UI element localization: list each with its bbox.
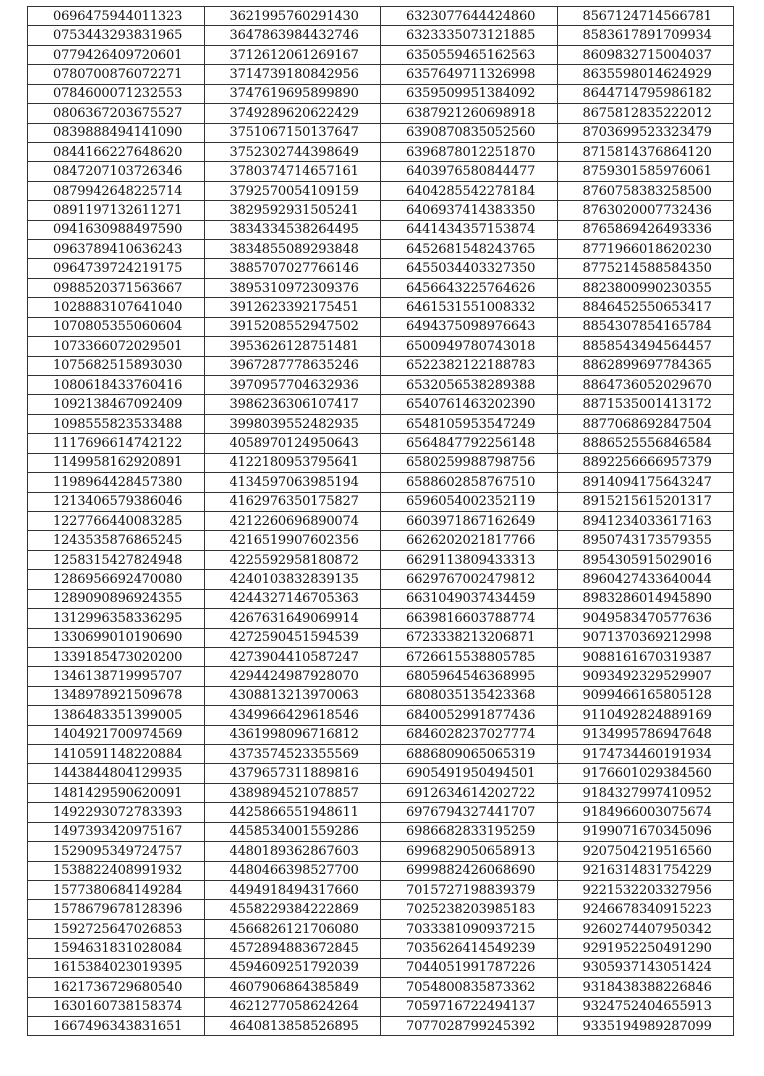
table-row	[28, 803, 734, 822]
table-cell: 0988520371563667	[28, 278, 205, 297]
table-cell: 8759301585976061	[557, 162, 734, 181]
table-cell: 7044051991787226	[381, 958, 558, 977]
table-cell: 9099466165805128	[557, 686, 734, 705]
table-cell: 9291952250491290	[557, 939, 734, 958]
table-row	[28, 7, 734, 26]
table-row	[28, 686, 734, 705]
table-cell: 1213406579386046	[28, 492, 205, 511]
table-row	[28, 647, 734, 666]
table-cell: 1028883107641040	[28, 298, 205, 317]
table-cell: 8765869426493336	[557, 220, 734, 239]
table-cell: 3751067150137647	[204, 123, 381, 142]
table-cell: 4373574523355569	[204, 745, 381, 764]
table-cell: 8567124714566781	[557, 7, 734, 26]
table-cell: 6403976580844477	[381, 162, 558, 181]
table-cell: 6805964546368995	[381, 667, 558, 686]
table-row	[28, 764, 734, 783]
table-cell: 1243535876865245	[28, 531, 205, 550]
table-cell: 1346138719995707	[28, 667, 205, 686]
table-cell: 1443844804129935	[28, 764, 205, 783]
table-row	[28, 900, 734, 919]
table-cell: 4494918494317660	[204, 880, 381, 899]
table-cell: 6323077644424860	[381, 7, 558, 26]
table-cell: 8954305915029016	[557, 550, 734, 569]
table-cell: 7077028799245392	[381, 1016, 558, 1035]
table-cell: 6588602858767510	[381, 473, 558, 492]
table-cell: 8877068692847504	[557, 414, 734, 433]
table-row	[28, 473, 734, 492]
table-cell: 4122180953795641	[204, 453, 381, 472]
table-cell: 1615384023019395	[28, 958, 205, 977]
table-cell: 0891197132611271	[28, 201, 205, 220]
number-table-body	[28, 7, 734, 1036]
table-cell: 8644714795986182	[557, 84, 734, 103]
table-cell: 4458534001559286	[204, 822, 381, 841]
table-cell: 6357649711326998	[381, 65, 558, 84]
table-cell: 9110492824889169	[557, 706, 734, 725]
table-cell: 6359509951384092	[381, 84, 558, 103]
table-cell: 4244327146705363	[204, 589, 381, 608]
table-row	[28, 123, 734, 142]
table-row	[28, 978, 734, 997]
table-cell: 4240103832839135	[204, 570, 381, 589]
table-cell: 9260274407950342	[557, 919, 734, 938]
table-cell: 9071370369212998	[557, 628, 734, 647]
table-cell: 6396878012251870	[381, 142, 558, 161]
table-row	[28, 511, 734, 530]
table-cell: 4607906864385849	[204, 978, 381, 997]
table-cell: 6976794327441707	[381, 803, 558, 822]
table-cell: 4594609251792039	[204, 958, 381, 977]
table-cell: 4308813213970063	[204, 686, 381, 705]
table-cell: 1312996358336295	[28, 609, 205, 628]
table-cell: 6580259988798756	[381, 453, 558, 472]
table-cell: 4294424987928070	[204, 667, 381, 686]
table-cell: 6840052991877436	[381, 706, 558, 725]
table-cell: 8609832715004037	[557, 45, 734, 64]
table-cell: 1481429590620091	[28, 783, 205, 802]
table-cell: 8703699523323479	[557, 123, 734, 142]
table-cell: 1577380684149284	[28, 880, 205, 899]
table-cell: 4566826121706080	[204, 919, 381, 938]
table-cell: 9174734460191934	[557, 745, 734, 764]
table-cell: 9176601029384560	[557, 764, 734, 783]
table-cell: 9093492329529907	[557, 667, 734, 686]
table-row	[28, 26, 734, 45]
table-cell: 6452681548243765	[381, 240, 558, 259]
table-cell: 6548105953547249	[381, 414, 558, 433]
table-cell: 0780700876072271	[28, 65, 205, 84]
table-row	[28, 531, 734, 550]
table-cell: 0806367203675527	[28, 104, 205, 123]
table-cell: 6726615538805785	[381, 647, 558, 666]
table-cell: 3621995760291430	[204, 7, 381, 26]
table-row	[28, 939, 734, 958]
table-cell: 3953626128751481	[204, 337, 381, 356]
table-cell: 1286956692470080	[28, 570, 205, 589]
table-cell: 3714739180842956	[204, 65, 381, 84]
table-row	[28, 667, 734, 686]
table-cell: 6912634614202722	[381, 783, 558, 802]
table-cell: 4058970124950643	[204, 434, 381, 453]
table-row	[28, 278, 734, 297]
table-cell: 6846028237027774	[381, 725, 558, 744]
table-row	[28, 822, 734, 841]
table-cell: 8915215615201317	[557, 492, 734, 511]
table-cell: 3986236306107417	[204, 395, 381, 414]
table-cell: 8771966018620230	[557, 240, 734, 259]
table-row	[28, 745, 734, 764]
table-cell: 3749289620622429	[204, 104, 381, 123]
table-row	[28, 104, 734, 123]
table-cell: 3752302744398649	[204, 142, 381, 161]
table-row	[28, 65, 734, 84]
table-cell: 7033381090937215	[381, 919, 558, 938]
table-cell: 9216314831754229	[557, 861, 734, 880]
table-row	[28, 725, 734, 744]
table-cell: 9134995786947648	[557, 725, 734, 744]
table-cell: 6456643225764626	[381, 278, 558, 297]
table-cell: 0844166227648620	[28, 142, 205, 161]
table-cell: 3967287778635246	[204, 356, 381, 375]
table-cell: 8763020007732436	[557, 201, 734, 220]
table-row	[28, 317, 734, 336]
table-row	[28, 337, 734, 356]
table-cell: 3915208552947502	[204, 317, 381, 336]
table-cell: 1592725647026853	[28, 919, 205, 938]
table-cell: 1667496343831651	[28, 1016, 205, 1035]
table-cell: 6500949780743018	[381, 337, 558, 356]
table-cell: 0839888494141090	[28, 123, 205, 142]
table-cell: 8775214588584350	[557, 259, 734, 278]
table-cell: 8914094175643247	[557, 473, 734, 492]
table-cell: 6905491950494501	[381, 764, 558, 783]
table-cell: 0964739724219175	[28, 259, 205, 278]
table-cell: 4134597063985194	[204, 473, 381, 492]
table-cell: 8635598014624929	[557, 65, 734, 84]
table-cell: 8858543494564457	[557, 337, 734, 356]
table-cell: 1529095349724757	[28, 842, 205, 861]
table-cell: 8760758383258500	[557, 181, 734, 200]
table-cell: 7054800835873362	[381, 978, 558, 997]
table-cell: 8941234033617163	[557, 511, 734, 530]
table-cell: 4480189362867603	[204, 842, 381, 861]
table-cell: 6723338213206871	[381, 628, 558, 647]
table-cell: 1538822408991932	[28, 861, 205, 880]
table-cell: 6596054002352119	[381, 492, 558, 511]
table-cell: 9184327997410952	[557, 783, 734, 802]
table-cell: 6631049037434459	[381, 589, 558, 608]
table-cell: 1092138467092409	[28, 395, 205, 414]
table-row	[28, 434, 734, 453]
table-cell: 4162976350175827	[204, 492, 381, 511]
table-row	[28, 162, 734, 181]
table-cell: 0779426409720601	[28, 45, 205, 64]
table-cell: 7015727198839379	[381, 880, 558, 899]
table-cell: 3792570054109159	[204, 181, 381, 200]
table-cell: 0696475944011323	[28, 7, 205, 26]
table-cell: 3780374714657161	[204, 162, 381, 181]
table-cell: 1080618433760416	[28, 376, 205, 395]
table-cell: 8715814376864120	[557, 142, 734, 161]
table-cell: 1404921700974569	[28, 725, 205, 744]
table-cell: 1630160738158374	[28, 997, 205, 1016]
table-row	[28, 706, 734, 725]
table-cell: 8846452550653417	[557, 298, 734, 317]
table-cell: 9184966003075674	[557, 803, 734, 822]
table-cell: 1227766440083285	[28, 511, 205, 530]
table-cell: 8823800990230355	[557, 278, 734, 297]
table-cell: 3829592931505241	[204, 201, 381, 220]
table-cell: 4273904410587247	[204, 647, 381, 666]
table-cell: 6522382122188783	[381, 356, 558, 375]
table-cell: 1117696614742122	[28, 434, 205, 453]
table-cell: 6626202021817766	[381, 531, 558, 550]
table-cell: 3712612061269167	[204, 45, 381, 64]
table-cell: 9318438388226846	[557, 978, 734, 997]
table-cell: 6323335073121885	[381, 26, 558, 45]
table-cell: 8862899697784365	[557, 356, 734, 375]
table-row	[28, 181, 734, 200]
table-row	[28, 1016, 734, 1035]
table-cell: 1075682515893030	[28, 356, 205, 375]
table-row	[28, 589, 734, 608]
table-row	[28, 609, 734, 628]
table-cell: 9221532203327956	[557, 880, 734, 899]
table-cell: 0753443293831965	[28, 26, 205, 45]
table-cell: 0847207103726346	[28, 162, 205, 181]
table-cell: 7035626414549239	[381, 939, 558, 958]
table-cell: 4272590451594539	[204, 628, 381, 647]
table-row	[28, 958, 734, 977]
table-cell: 0963789410636243	[28, 240, 205, 259]
table-row	[28, 356, 734, 375]
table-cell: 6404285542278184	[381, 181, 558, 200]
table-cell: 8583617891709934	[557, 26, 734, 45]
table-cell: 3998039552482935	[204, 414, 381, 433]
table-cell: 3834334538264495	[204, 220, 381, 239]
table-row	[28, 376, 734, 395]
table-cell: 1289090896924355	[28, 589, 205, 608]
table-cell: 8892256666957379	[557, 453, 734, 472]
table-cell: 4216519907602356	[204, 531, 381, 550]
table-cell: 3895310972309376	[204, 278, 381, 297]
table-cell: 9324752404655913	[557, 997, 734, 1016]
table-cell: 4379657311889816	[204, 764, 381, 783]
table-cell: 4349966429618546	[204, 706, 381, 725]
table-cell: 1410591148220884	[28, 745, 205, 764]
table-row	[28, 570, 734, 589]
table-cell: 3747619695899890	[204, 84, 381, 103]
table-cell: 7059716722494137	[381, 997, 558, 1016]
table-cell: 4621277058624264	[204, 997, 381, 1016]
table-cell: 8960427433640044	[557, 570, 734, 589]
table-cell: 4480466398527700	[204, 861, 381, 880]
table-cell: 4225592958180872	[204, 550, 381, 569]
table-cell: 6494375098976643	[381, 317, 558, 336]
table-cell: 0784600071232553	[28, 84, 205, 103]
table-row	[28, 142, 734, 161]
table-cell: 1339185473020200	[28, 647, 205, 666]
table-row	[28, 880, 734, 899]
table-cell: 6808035135423368	[381, 686, 558, 705]
table-cell: 1098555823533488	[28, 414, 205, 433]
table-cell: 1497393420975167	[28, 822, 205, 841]
table-cell: 6406937414383350	[381, 201, 558, 220]
table-cell: 1594631831028084	[28, 939, 205, 958]
table-cell: 3912623392175451	[204, 298, 381, 317]
table-row	[28, 628, 734, 647]
table-cell: 6461531551008332	[381, 298, 558, 317]
table-row	[28, 783, 734, 802]
table-cell: 4558229384222869	[204, 900, 381, 919]
table-row	[28, 919, 734, 938]
table-cell: 8950743173579355	[557, 531, 734, 550]
table-row	[28, 842, 734, 861]
table-row	[28, 997, 734, 1016]
table-row	[28, 201, 734, 220]
table-cell: 1258315427824948	[28, 550, 205, 569]
table-cell: 1073366072029501	[28, 337, 205, 356]
table-cell: 9088161670319387	[557, 647, 734, 666]
table-row	[28, 492, 734, 511]
table-cell: 1070805355060604	[28, 317, 205, 336]
table-row	[28, 84, 734, 103]
table-cell: 4389894521078857	[204, 783, 381, 802]
table-cell: 4425866551948611	[204, 803, 381, 822]
table-cell: 9049583470577636	[557, 609, 734, 628]
table-cell: 8886525556846584	[557, 434, 734, 453]
table-cell: 6441434357153874	[381, 220, 558, 239]
table-cell: 8983286014945890	[557, 589, 734, 608]
table-cell: 9305937143051424	[557, 958, 734, 977]
table-row	[28, 240, 734, 259]
table-cell: 6886809065065319	[381, 745, 558, 764]
table-cell: 1386483351399005	[28, 706, 205, 725]
table-cell: 8864736052029670	[557, 376, 734, 395]
table-cell: 1621736729680540	[28, 978, 205, 997]
table-cell: 4212260696890074	[204, 511, 381, 530]
table-cell: 3834855089293848	[204, 240, 381, 259]
table-cell: 0879942648225714	[28, 181, 205, 200]
table-row	[28, 550, 734, 569]
table-cell: 6540761463202390	[381, 395, 558, 414]
table-cell: 6629767002479812	[381, 570, 558, 589]
table-cell: 1348978921509678	[28, 686, 205, 705]
table-row	[28, 220, 734, 239]
table-row	[28, 861, 734, 880]
table-cell: 4361998096716812	[204, 725, 381, 744]
table-cell: 6564847792256148	[381, 434, 558, 453]
table-cell: 8854307854165784	[557, 317, 734, 336]
table-cell: 8675812835222012	[557, 104, 734, 123]
table-cell: 6996829050658913	[381, 842, 558, 861]
table-cell: 9335194989287099	[557, 1016, 734, 1035]
table-row	[28, 395, 734, 414]
table-cell: 0941630988497590	[28, 220, 205, 239]
table-cell: 6603971867162649	[381, 511, 558, 530]
table-row	[28, 45, 734, 64]
table-cell: 1492293072783393	[28, 803, 205, 822]
table-row	[28, 414, 734, 433]
table-cell: 3970957704632936	[204, 376, 381, 395]
table-cell: 3885707027766146	[204, 259, 381, 278]
table-cell: 6350559465162563	[381, 45, 558, 64]
table-cell: 4640813858526895	[204, 1016, 381, 1035]
table-cell: 6532056538289388	[381, 376, 558, 395]
table-cell: 9199071670345096	[557, 822, 734, 841]
table-cell: 7025238203985183	[381, 900, 558, 919]
table-cell: 4572894883672845	[204, 939, 381, 958]
table-row	[28, 259, 734, 278]
table-cell: 6387921260698918	[381, 104, 558, 123]
table-cell: 6455034403327350	[381, 259, 558, 278]
table-cell: 3647863984432746	[204, 26, 381, 45]
table-cell: 8871535001413172	[557, 395, 734, 414]
table-cell: 6639816603788774	[381, 609, 558, 628]
table-cell: 1198964428457380	[28, 473, 205, 492]
number-table	[27, 6, 734, 1036]
table-cell: 6629113809433313	[381, 550, 558, 569]
table-cell: 6390870835052560	[381, 123, 558, 142]
table-cell: 9207504219516560	[557, 842, 734, 861]
table-cell: 1578679678128396	[28, 900, 205, 919]
table-cell: 4267631649069914	[204, 609, 381, 628]
table-cell: 6986682833195259	[381, 822, 558, 841]
table-row	[28, 453, 734, 472]
table-cell: 1149958162920891	[28, 453, 205, 472]
table-cell: 1330699010190690	[28, 628, 205, 647]
table-cell: 9246678340915223	[557, 900, 734, 919]
table-cell: 6999882426068690	[381, 861, 558, 880]
table-row	[28, 298, 734, 317]
